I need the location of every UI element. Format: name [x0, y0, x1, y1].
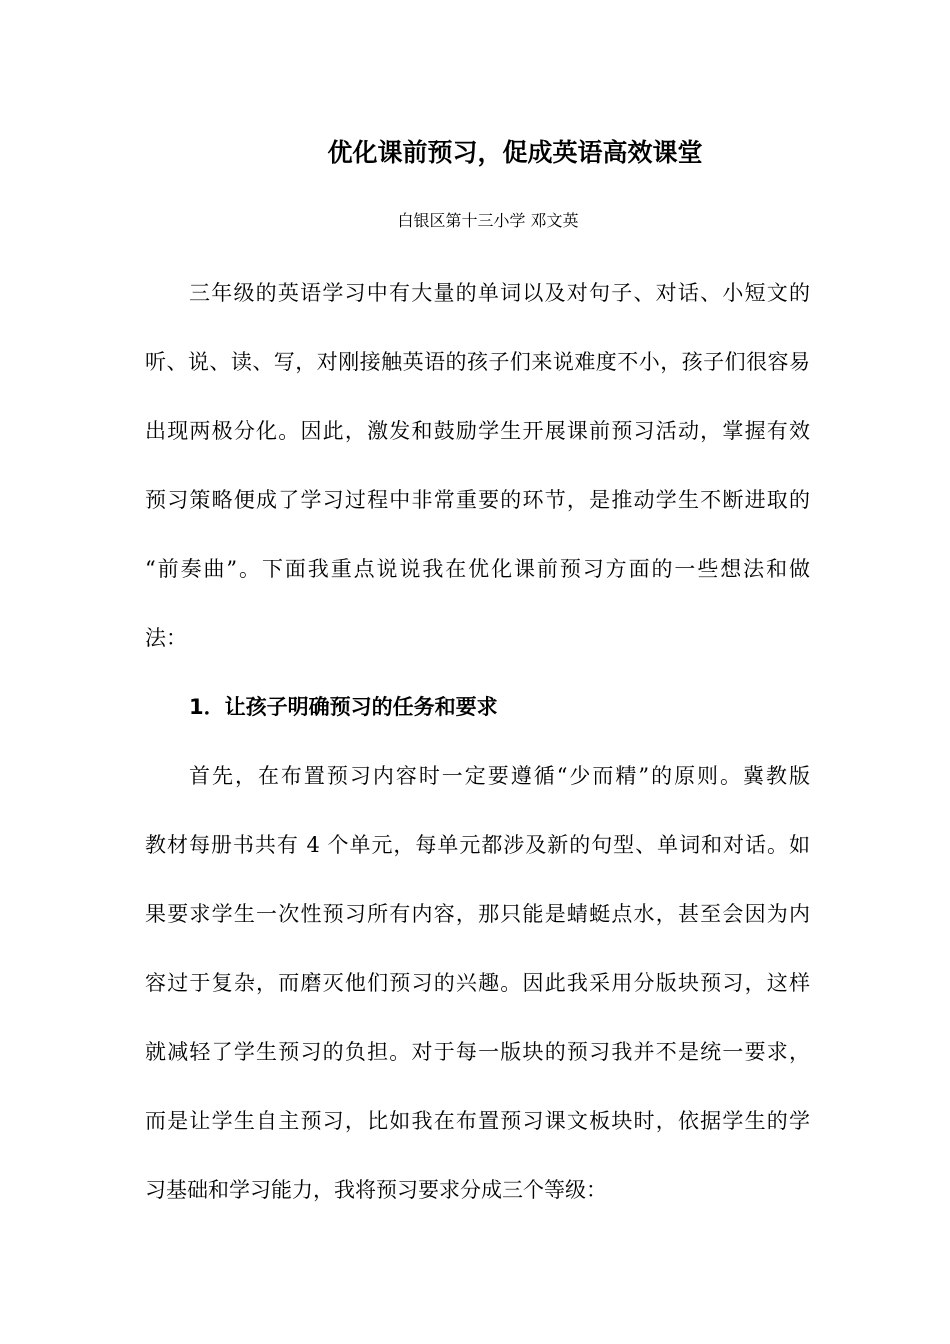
document-title: 优化课前预习，促成英语高效课堂	[327, 138, 703, 167]
document-author: 白银区第十三小学 邓文英	[397, 211, 579, 230]
section-heading: 1．让孩子明确预习的任务和要求	[189, 695, 498, 719]
paragraph-line: 法：	[145, 626, 187, 650]
paragraph-line: 三年级的英语学习中有大量的单词以及对句子、对话、小短文的	[189, 281, 810, 305]
paragraph-line: 就减轻了学生预习的负担。对于每一版块的预习我并不是统一要求，	[145, 1040, 810, 1064]
paragraph-line: 教材每册书共有 4 个单元，每单元都涉及新的句型、单词和对话。如	[145, 833, 810, 857]
paragraph-line: 而是让学生自主预习，比如我在布置预习课文板块时，依据学生的学	[145, 1109, 810, 1133]
paragraph-line: 果要求学生一次性预习所有内容，那只能是蜻蜓点水，甚至会因为内	[145, 902, 810, 926]
paragraph-line: 习基础和学习能力，我将预习要求分成三个等级：	[145, 1178, 607, 1202]
paragraph-line: 首先，在布置预习内容时一定要遵循“少而精”的原则。冀教版	[189, 764, 810, 788]
paragraph-line: “前奏曲”。下面我重点说说我在优化课前预习方面的一些想法和做	[145, 557, 810, 581]
paragraph-line: 听、说、读、写，对刚接触英语的孩子们来说难度不小，孩子们很容易	[145, 350, 810, 374]
paragraph-line: 容过于复杂，而磨灭他们预习的兴趣。因此我采用分版块预习，这样	[145, 971, 810, 995]
paragraph-line: 出现两极分化。因此，激发和鼓励学生开展课前预习活动，掌握有效	[145, 419, 810, 443]
paragraph-line: 预习策略便成了学习过程中非常重要的环节，是推动学生不断进取的	[145, 488, 810, 512]
